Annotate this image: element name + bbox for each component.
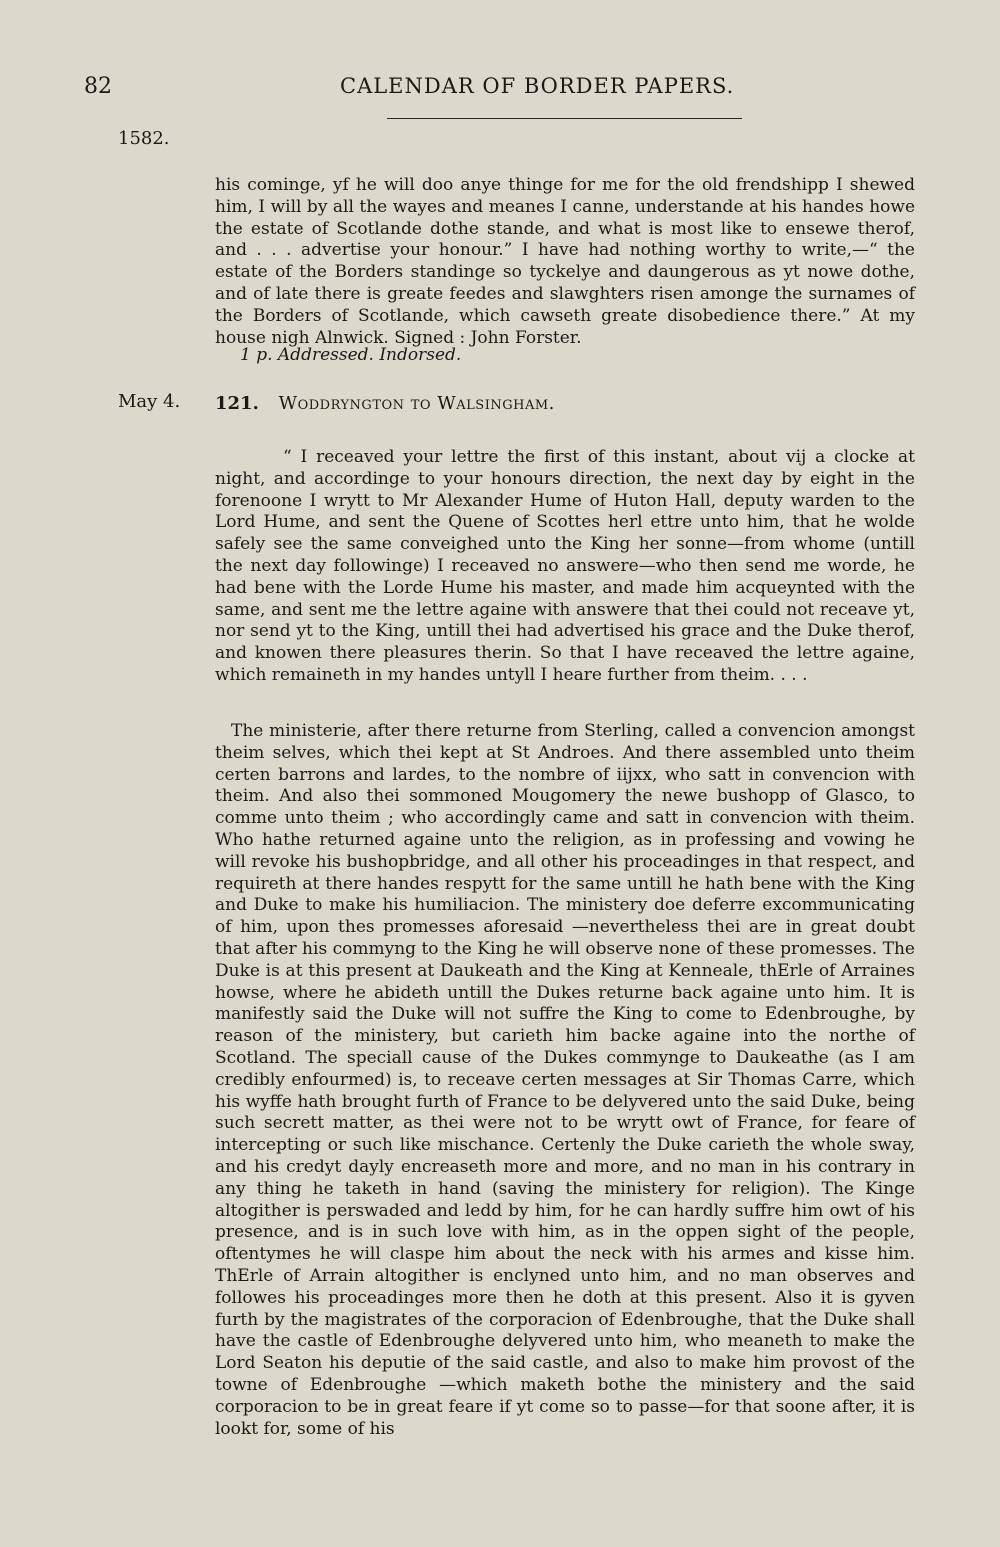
letter-paragraph-1: “ I receaved your lettre the first of this instant, about vij a clocke at night, and accordinge to your honours direction, the next day by eight in the forenoone I wrytt to Mr Alexander Hume of Huton Hall, deputy warden to the Lord Hume, and sent the Quene of Scottes herl ettre unto him, that he wolde safely see the same conveighed unto the King her sonne—from whome (untill the next day followinge) I receaved no answere—who then send me worde, he had bene with the Lorde Hume his master, and made him acqueynted with the same, and sent me the lettre againe with answere that thei could not receave yt, nor send yt to the King, untill thei had advertised his grace and the Duke therof, and knowen there pleasures therin. So that I have receaved the lettre againe, which remaineth in my handes untyll I heare further from theim. . . . [215, 447, 915, 685]
letter-paragraph-2: The ministerie, after there returne from Sterling, called a convencion amongst theim selves, which thei kept at St Androes. And there assembled unto theim certen barrons and lardes, to the nombre of iijxx, who satt in convencion with theim. And also thei sommoned Mougomery the newe bushopp of Glasco, to comme unto theim ; who accordingly came and satt in convencion with theim. Who hathe returned againe unto the religion, as in professing and vowing he will revoke his bushopbridge, and all other his proceadinges in that respect, and requireth at there handes respytt for the same untill he hath bene with the King and Duke to make his humiliacion. The ministery doe deferre excommunicating of him, upon thes promesses aforesaid —nevertheless thei are in great doubt that after his commyng to the King he will observe none of these promesses. The Duke is at this present at Daukeath and the King at Kenneale, thErle of Arraines howse, where he abideth untill the Dukes returne back againe unto him. It is manifestly said the Duke will not suffre the King to come to Edenbroughe, by reason of the ministery, but carieth him backe againe into the northe of Scotland. The speciall cause of the Dukes commynge to Daukeathe (as I am credibly enfourmed) is, to receave certen messages at Sir Thomas Carre, which his wyffe hath brought furth of France to be delyvered unto the said Duke, being such secrett matter, as thei were not to be wrytt owt of France, for feare of intercepting or such like mischance. Certenly the Duke carieth the whole sway, and his credyt dayly encreaseth more and more, and no man in his contrary in any thing he taketh in hand (saving the ministery for religion). The Kinge altogither is perswaded and ledd by him, for he can hardly suffre him owt of his presence, and is in such love with him, as in the oppen sight of the people, oftentymes he will claspe him about the neck with his armes and kisse him. ThErle of Arrain altogither is enclyned unto him, and no man observes and followes his proceadinges more then he doth at this present. Also it is gyven furth by the magistrates of the corporacion of Edenbroughe, that the Duke shall have the castle of Edenbroughe delyvered unto him, who meaneth to make the Lord Seaton his deputie of the said castle, and also to make him provost of the towne of Edenbroughe —which maketh bothe the ministery and the said corporacion to be in great feare if yt come so to passe—for that soone after, it is lookt for, some of his [215, 721, 915, 1439]
entry-heading [215, 393, 555, 414]
margin-date: May 4. [118, 391, 181, 412]
margin-year: 1582. [118, 128, 170, 149]
running-title: CALENDAR OF BORDER PAPERS. [340, 74, 735, 98]
entry-title: Woddryngton to Walsingham. [278, 393, 555, 414]
page-number: 82 [84, 74, 112, 99]
header-rule [387, 118, 742, 119]
document-note: 1 p. Addressed. Indorsed. [240, 345, 462, 365]
entry-number: 121. [215, 393, 259, 414]
paragraph-continued: his cominge, yf he will doo anye thinge for me for the old frendshipp I shewed him, I will by all the wayes and meanes I canne, understande at his handes howe the estate of Scotlande dothe stande, and what is most like to ensewe therof, and . . . advertise your honour.” I have had nothing worthy to write,—“ the estate of the Borders standinge so tyckelye and daungerous as yt nowe dothe, and of late there is greate feedes and slawghters risen amonge the surnames of the Borders of Scotlande, which cawseth greate disobedience there.” At my house nigh Alnwick. Signed : John Forster. [215, 175, 915, 348]
